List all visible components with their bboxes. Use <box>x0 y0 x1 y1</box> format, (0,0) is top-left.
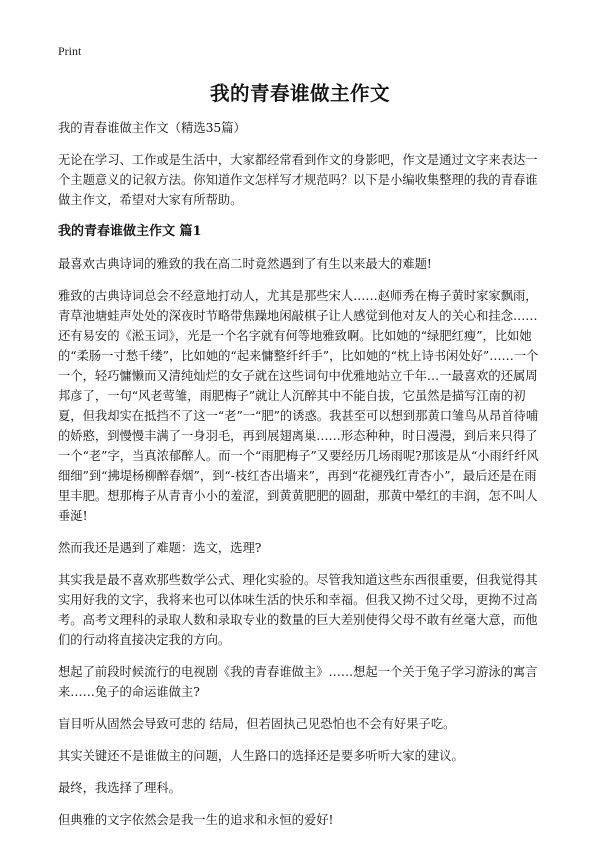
paragraph: 然而我还是遇到了难题：选文，选理? <box>58 541 262 555</box>
paragraph: 其实关键还不是谁做主的问题，人生路口的选择还是要多听听大家的建议。 <box>58 749 464 763</box>
print-link[interactable]: Print <box>58 44 82 58</box>
paragraph: 雅致的古典诗词总会不经意地打动人，尤其是那些宋人……赵师秀在梅子黄时家家飘雨，青草池塘蛙声处处的深夜时节略带焦躁地闲敲棋子让人感觉到他对友人的关心和挂念……还有易安的《淞玉词》，光是一个名字就有何等地雅致啊。比如她的“绿肥红瘦”，比如她的“柔肠一寸愁千缕”，比如她的“起来慵整纤纤手”，比如她的“枕上诗书闲处好”……一个一个，轻巧慵懒而又清纯灿烂的女子就在这些词句中优雅地站立千年…一最喜欢的还属周邦彦了，一句“风老莺雏，雨肥梅子”就让人沉醉其中不能自拔，它虽然是描写江南的初夏，但我却实在抵挡不了这一“老”一“肥”的诱惑。我甚至可以想到那黄口雏鸟从昂首待哺的娇憨，到慢慢丰满了一身羽毛，再到展翅离巢……形态种种，时日漫漫，到后来只得了一个“老”字，当真浓郁醉人。而一个“雨肥梅子”又要经历几场雨呢?那该是从“小雨纤纤风细细”到“拂堤杨柳醉春烟”，到“-枝红杏出墙来”，再到“花褪残红青杏小”，最后还是在雨里丰肥。想那梅子从青青小小的羞涩，到黄黄肥肥的圆甜，那黄中晕红的丰润，怎不叫人垂涎! <box>58 289 539 523</box>
paragraph: 最终，我选择了理科。 <box>58 781 181 795</box>
paragraph: 盲目听从固然会导致可悲的 结局，但若固执己见恐怕也不会有好果子吃。 <box>58 717 456 731</box>
paragraph: 最喜欢古典诗词的雅致的我在高二时竟然遇到了有生以来最大的难题! <box>58 257 432 271</box>
intro-paragraph: 无论在学习、工作或是生活中，大家都经常看到作文的身影吧，作文是通过文字来表达一个主题意义的记叙方法。你知道作文怎样写才规范吗？以下是小编收集整理的我的青春谁做主作文，希望对大家有所帮助。 <box>58 153 538 207</box>
section-heading: 我的青春谁做主作文 篇1 <box>58 224 202 239</box>
article-subtitle: 我的青春谁做主作文（精选35篇） <box>58 121 246 135</box>
article-body <box>58 118 548 842</box>
paragraph: 但典雅的文字依然会是我一生的追求和永恒的爱好! <box>58 813 334 827</box>
paragraph: 其实我是最不喜欢那些数学公式、理化实验的。尽管我知道这些东西很重要，但我觉得其实用好我的文字，我将来也可以体味生活的快乐和幸福。但我又拗不过父母，更拗不过高考。高考文理科的录取人数和录取专业的数量的巨大差别使得父母不敢有丝毫大意，而他们的行动将直接决定我的方向。 <box>58 573 538 647</box>
paragraph: 想起了前段时候流行的电视剧《我的青春谁做主》……想起一个关于兔子学习游泳的寓言来……兔子的命运谁做主? <box>58 665 538 699</box>
page-title: 我的青春谁做主作文 <box>209 82 390 105</box>
